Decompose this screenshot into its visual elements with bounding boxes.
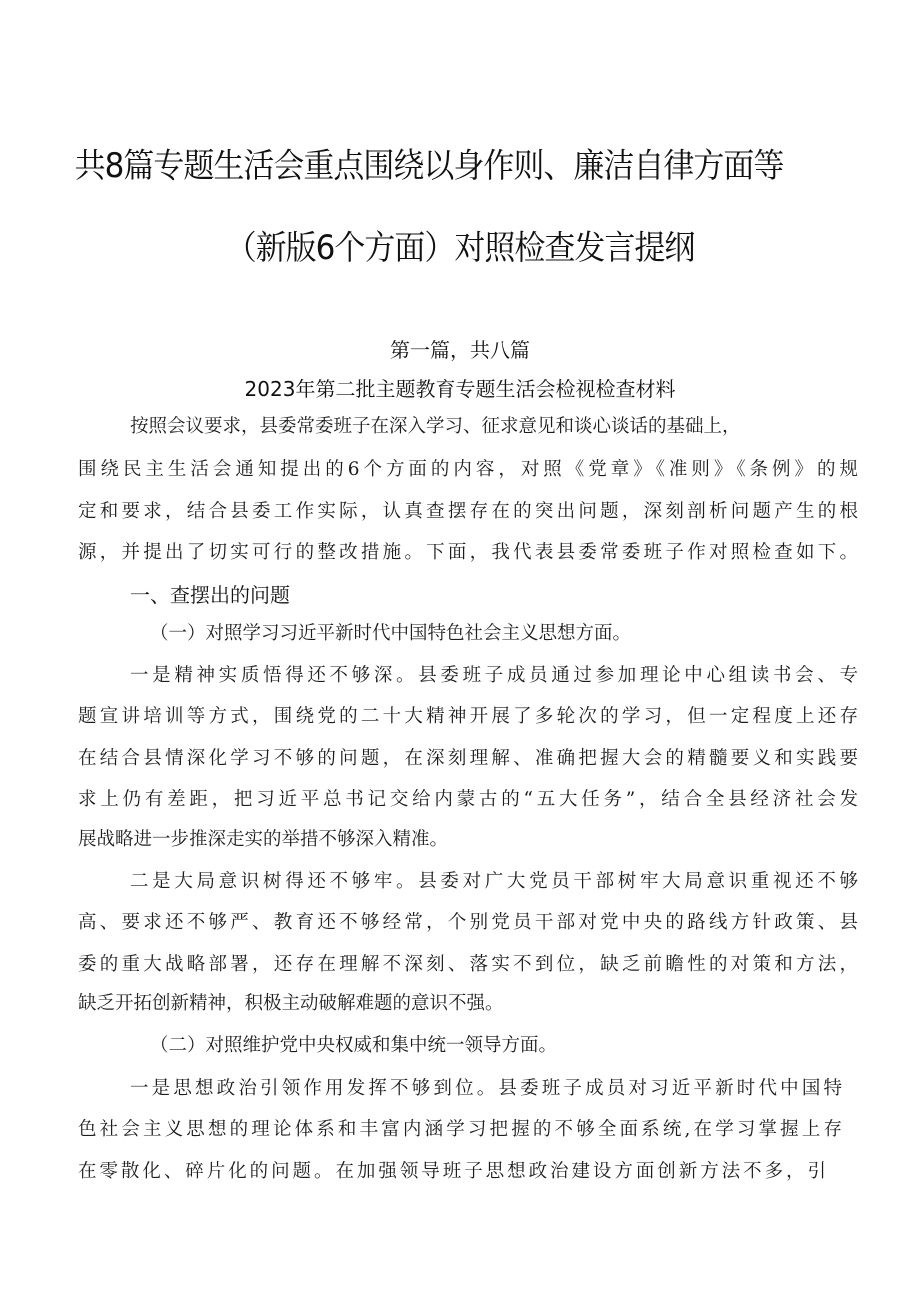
- paragraph-line: 求上仍有差距，把习近平总书记交给内蒙古的“五大任务”，结合全县经济社会发: [78, 789, 858, 810]
- section-heading: 一、查摆出的问题: [130, 583, 290, 607]
- paragraph-line: 在零散化、碎片化的问题。在加强领导班子思想政治建设方面创新方法不多，引: [78, 1161, 826, 1182]
- paragraph-line: 在结合县情深化学习不够的问题，在深刻理解、准确把握大会的精髓要义和实践要: [78, 748, 858, 769]
- intro-line: 源，并提出了切实可行的整改措施。下面，我代表县委常委班子作对照检查如下。: [78, 542, 858, 563]
- paragraph-line: 缺乏开拓创新精神，积极主动破解难题的意识不强。: [78, 993, 504, 1014]
- intro-line: 围绕民主生活会通知提出的6个方面的内容，对照《党章》《准则》《条例》的规: [78, 459, 858, 480]
- paragraph-line: 色社会主义思想的理论体系和丰富内涵学习把握的不够全面系统,在学习掌握上存: [78, 1119, 842, 1140]
- document-title-line-1: 共8篇专题生活会重点围绕以身作则、廉洁自律方面等: [74, 146, 784, 186]
- paragraph-line: 高、要求还不够严、教育还不够经常，个别党员干部对党中央的路线方针政策、县: [78, 912, 858, 933]
- paragraph-line: 一是精神实质悟得还不够深。县委班子成员通过参加理论中心组读书会、专: [130, 665, 858, 686]
- intro-line: 定和要求，结合县委工作实际，认真查摆存在的突出问题，深刻剖析问题产生的根: [78, 501, 858, 522]
- paragraph-line: 展战略进一步推深走实的举措不够深入精准。: [78, 829, 449, 850]
- paragraph-line: 题宣讲培训等方式，围绕党的二十大精神开展了多轮次的学习，但一定程度上还存: [78, 706, 858, 727]
- chapter-label: 第一篇，共八篇: [390, 338, 530, 362]
- subsection-heading: （二）对照维护党中央权威和集中统一领导方面。: [150, 1035, 558, 1056]
- intro-line: 按照会议要求，县委常委班子在深入学习、征求意见和谈心谈话的基础上，: [130, 416, 741, 437]
- subsection-heading: （一）对照学习习近平新时代中国特色社会主义思想方面。: [150, 623, 632, 644]
- chapter-title: 2023年第二批主题教育专题生活会检视检查材料: [244, 377, 676, 401]
- paragraph-line: 一是思想政治引领作用发挥不够到位。县委班子成员对习近平新时代中国特: [130, 1078, 842, 1099]
- paragraph-line: 二是大局意识树得还不够牢。县委对广大党员干部树牢大局意识重视还不够: [130, 871, 858, 892]
- document-title-line-2: （新版6个方面）对照检查发言提纲: [225, 228, 695, 268]
- paragraph-line: 委的重大战略部署，还存在理解不深刻、落实不到位，缺乏前瞻性的对策和方法，: [78, 954, 858, 975]
